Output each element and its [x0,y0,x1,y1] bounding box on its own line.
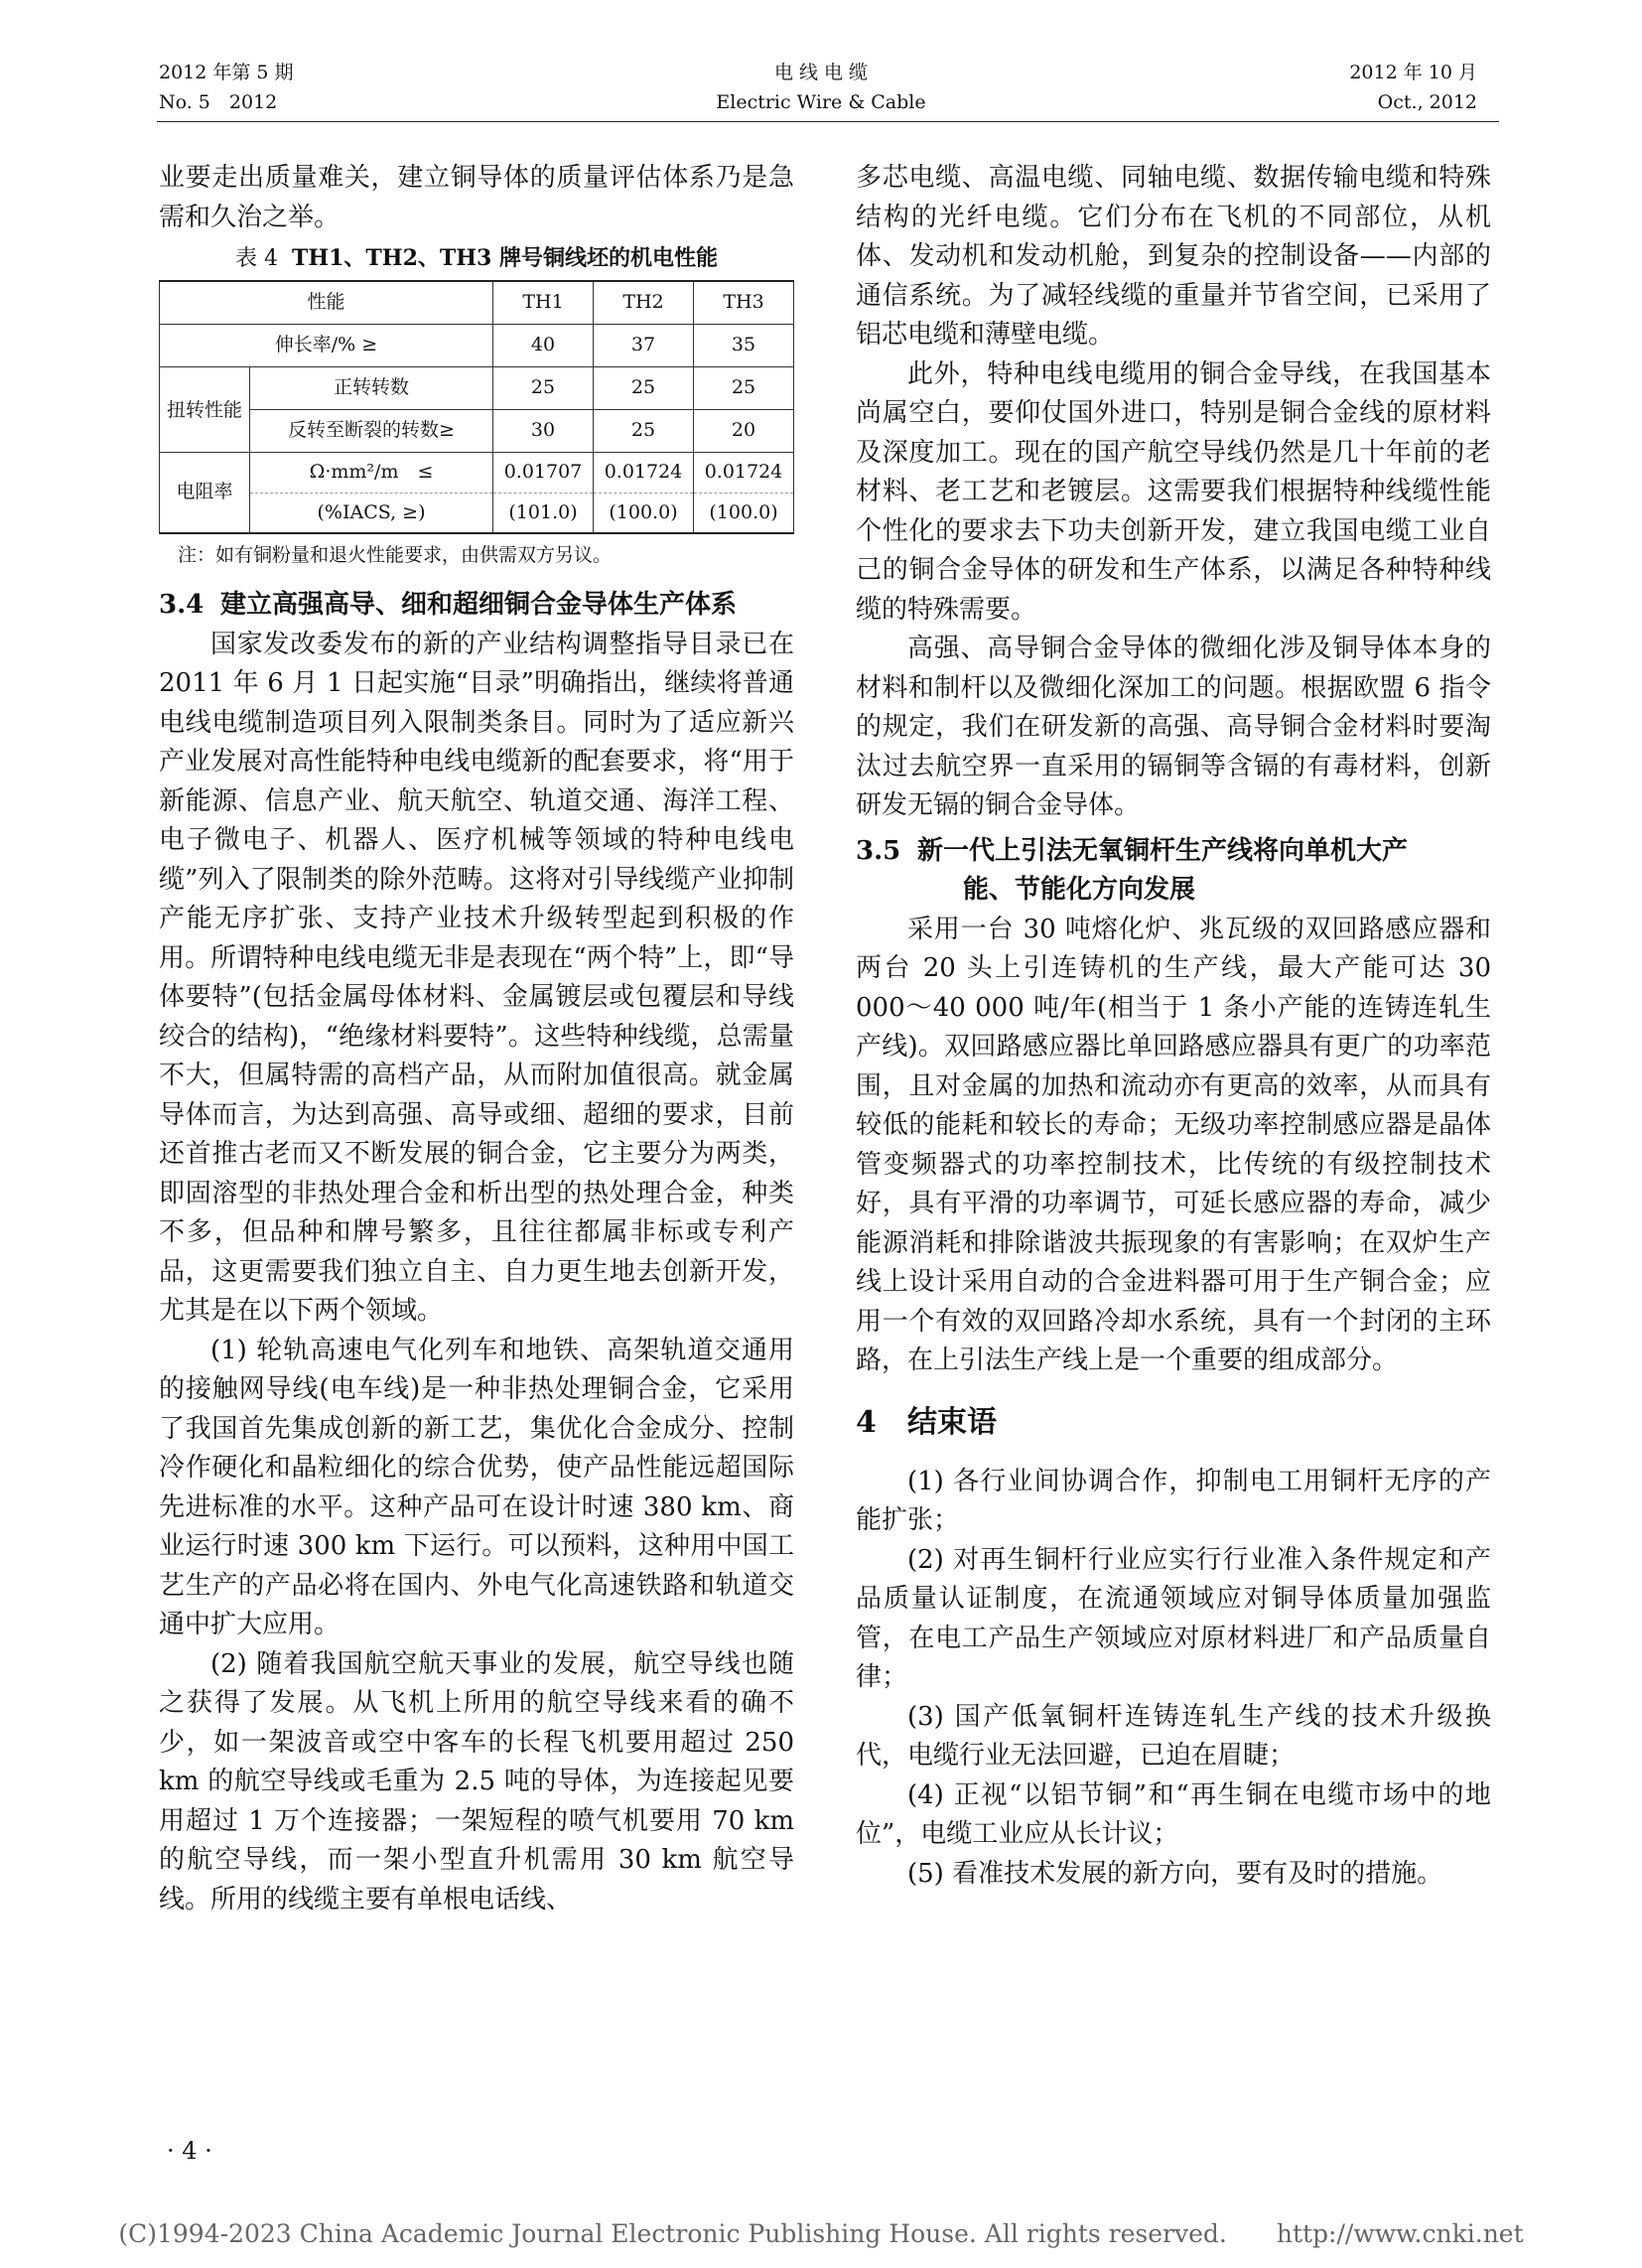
header-issue-en: No. 5 2012 [159,91,278,113]
table-cell-label: 伸长率/% ≥ [160,325,493,367]
paragraph: 国家发改委发布的新的产业结构调整指导目录已在 2011 年 6 月 1 日起实施“目录”明确指出，继续将普通电线电缆制造项目列入限制类条目。同时为了适应新兴产业发展对高性能特种电线电缆新的配套要求，将“用于新能源、信息产业、航天航空、轨道交通、海洋工程、电子微电子、机器人、医疗机械等领域的特种电线电缆”列入了限制类的除外范畴。这将对引导线缆产业抑制产能无序扩张、支持产业技术升级转型起到积极的作用。所谓特种电线电缆无非是表现在“两个特”上，即“导体要特”(包括金属母体材料、金属镀层或包覆层和导线绞合的结构)，“绝缘材料要特”。这些特种线缆，总需量不大，但属特需的高档产品，从而附加值很高。就金属导体而言，为达到高强、高导或细、超细的要求，目前还首推古老而又不断发展的铜合金，它主要分为两类，即固溶型的非热处理合金和析出型的热处理合金，种类不多，但品种和牌号繁多，且往往都属非标或专利产品，这更需要我们独立自主、自力更生地去创新开发，尤其是在以下两个领域。 [159,629,794,1326]
copyright-footer: (C)1994-2023 China Academic Journal Electronic Publishing House. All rights reserved. http://www.cnki.net [118,2219,1524,2248]
section-number: 3.4 [159,590,205,620]
properties-table [159,280,794,534]
table-row-elongation [160,325,794,367]
paragraph: (2) 随着我国航空航天事业的发展，航空导线也随之获得了发展。从飞机上所用的航空导线来看的确不少，如一架波音或空中客车的长程飞机要用超过 250 km 的航空导线或毛重为 2.5 吨的导体，为连接起见要用超过 1 万个连接器；一架短程的喷气机要用 70 km 的航空导线，而一架小型直升机需用 30 km 航空导线。所用的线缆主要有单根电话线、 [159,1648,794,1914]
header-date [1349,58,1477,117]
table-row-resistivity [160,453,794,494]
table-group-torsion: 扭转性能 [160,367,250,453]
paragraph: 高强、高导铜合金导体的微细化涉及铜导体本身的材料和制杆以及微细化深加工的问题。根据欧盟 6 指令的规定，我们在研发新的高强、高导铜合金材料时要淘汰过去航空界一直采用的镉铜等含镉的有毒材料，创新研发无镉的铜合金导体。 [856,634,1491,820]
table-cell: 30 [493,410,594,453]
paragraph: 采用一台 30 吨熔化炉、兆瓦级的双回路感应器和两台 20 头上引连铸机的生产线，最大产能可达 30 000～40 000 吨/年(相当于 1 条小产能的连铸连轧生产线)。双回路感应器比单回路感应器具有更广的功率范围，且对金属的加热和流动亦有更高的效率，从而具有较低的能耗和较长的寿命；无级功率控制感应器是晶体管变频器式的功率控制技术，比传统的有级控制技术好，具有平滑的功率调节，可延长感应器的寿命，减少能源消耗和排除谐波共振现象的有害影响；在双炉生产线上设计采用自动的合金进料器可用于生产铜合金；应用一个有效的双回路冷却水系统，具有一个封闭的主环路，在上引法生产线上是一个重要的组成部分。 [856,914,1491,1375]
section-3-5-heading [856,832,1491,911]
header-date-cn: 2012 年 10 月 [1349,62,1477,83]
table-cell-label: 正转转数 [250,367,493,410]
table-cell: 25 [493,367,594,410]
table-col-th2: TH2 [594,281,694,325]
header-rule [157,121,1499,122]
header-issue-cn: 2012 年第 5 期 [159,62,294,83]
table-cell: (100.0) [594,493,694,533]
section-number: 4 [856,1404,877,1440]
section-title-line2: 能、节能化方向发展 [963,875,1196,905]
paragraph: (1) 轮轨高速电气化列车和地铁、高架轨道交通用的接触网导线(电车线)是一种非热处理铜合金，它采用了我国首先集成创新的新工艺，集优化合金成分、控制冷作硬化和晶粒细化的综合优势，使产品性能远超国际先进标准的水平。这种产品可在设计时速 380 km、商业运行时速 300 km 下运行。可以预料，这种用中国工艺生产的产品必将在国内、外电气化高速铁路和轨道交通中扩大应用。 [159,1335,794,1639]
conclusion-item: (4) 正视“以铝节铜”和“再生铜在电缆市场中的地位”，电缆工业应从长计议； [856,1779,1491,1849]
table-title: TH1、TH2、TH3 牌号铜线坯的机电性能 [291,245,719,271]
table-number: 表 4 [234,246,278,271]
table-cell-label: (%IACS, ≥) [250,493,493,533]
table-col-th1: TH1 [493,281,594,325]
table-row-reverse-torsion [160,410,794,453]
table-cell: 20 [694,410,794,453]
table-cell-label: 反转至断裂的转数≥ [250,410,493,453]
header-journal-cn: 电 线 电 缆 [773,62,869,83]
table-col-header: 性能 [160,281,493,325]
section-title: 建立高强高导、细和超细铜合金导体生产体系 [220,590,738,620]
page-number: · 4 · [167,2137,212,2165]
header-journal-en: Electric Wire & Cable [716,91,926,113]
table-note: 注：如有铜粉量和退火性能要求，由供需双方另议。 [178,544,613,566]
table-col-th3: TH3 [694,281,794,325]
table-cell: 25 [694,367,794,410]
table-cell: 0.01724 [694,453,794,494]
table-cell: 35 [694,325,794,367]
section-number: 3.5 [856,835,901,866]
table-cell: 40 [493,325,594,367]
conclusion-item: (5) 看准技术发展的新方向，要有及时的措施。 [907,1858,1443,1889]
section-title: 结束语 [907,1404,997,1440]
table-header-row [160,281,794,325]
right-column [856,159,1491,1894]
table-cell-label: Ω·mm²/m ≤ [250,453,493,494]
section-4-heading [856,1403,1491,1443]
header-date-en: Oct., 2012 [1377,91,1477,113]
table-row-iacs [160,493,794,533]
conclusion-item: (3) 国产低氧铜杆连铸连轧生产线的技术升级换代，电缆行业无法回避，已迫在眉睫； [856,1701,1491,1771]
table-caption [159,241,794,276]
conclusion-item: (2) 对再生铜杆行业应实行行业准入条件规定和产品质量认证制度，在流通领域应对铜导体质量加强监管，在电工产品生产领域应对原材料进厂和产品质量自律； [856,1544,1491,1692]
table-cell: (100.0) [694,493,794,533]
table-row-forward-torsion [160,367,794,410]
intro-paragraph: 业要走出质量难关，建立铜导体的质量评估体系乃是急需和久治之举。 [159,163,794,232]
table-cell: 25 [594,367,694,410]
conclusion-item: (1) 各行业间协调合作，抑制电工用铜杆无序的产能扩张； [856,1466,1491,1535]
paragraph: 多芯电缆、高温电缆、同轴电缆、数据传输电缆和特殊结构的光纤电缆。它们分布在飞机的不同部位，从机体、发动机和发动机舱，到复杂的控制设备——内部的通信系统。为了减轻线缆的重量并节省空间，已采用了铝芯电缆和薄壁电缆。 [856,163,1491,350]
table-cell: 25 [594,410,694,453]
table-cell: 0.01724 [594,453,694,494]
table-group-resistivity: 电阻率 [160,453,250,534]
table-cell: (101.0) [493,493,594,533]
paragraph: 此外，特种电线电缆用的铜合金导线，在我国基本尚属空白，要仰仗国外进口，特别是铜合金线的原材料及深度加工。现在的国产航空导线仍然是几十年前的老材料、老工艺和老镀层。这需要我们根据特种线缆性能个性化的要求去下功夫创新开发，建立我国电缆工业自己的铜合金导体的研发和生产体系，以满足各种特种线缆的特殊需要。 [856,358,1491,625]
section-title-line1: 新一代上引法无氧铜杆生产线将向单机大产 [917,835,1409,866]
left-column [159,159,794,1919]
section-3-4-heading [159,586,794,626]
table-cell: 0.01707 [493,453,594,494]
table-cell: 37 [594,325,694,367]
